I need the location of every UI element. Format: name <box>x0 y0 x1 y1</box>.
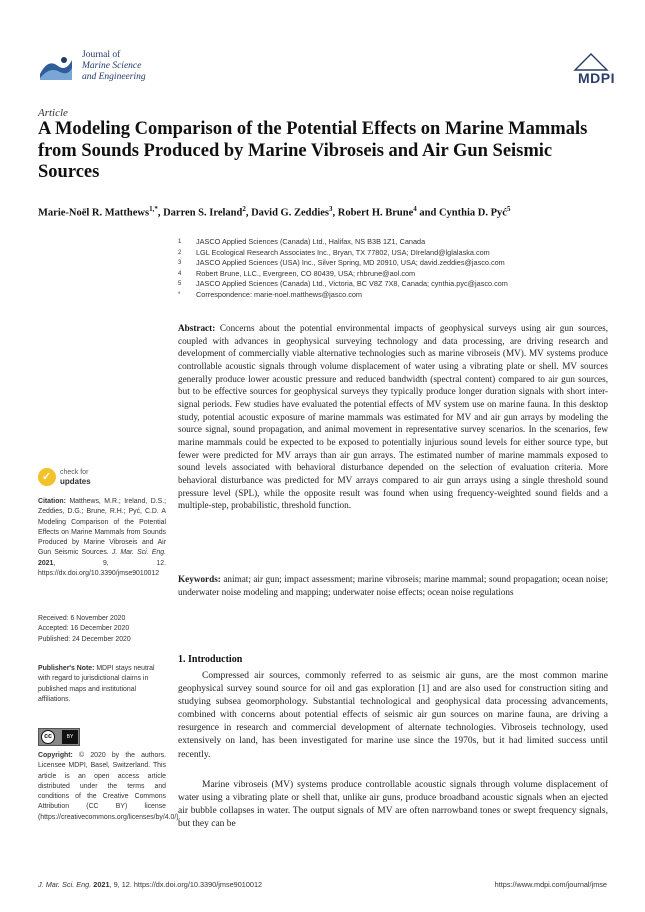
author-separator: , <box>157 207 164 219</box>
mdpi-logo-text: MDPI <box>578 70 615 86</box>
author-separator: , <box>245 207 252 219</box>
copyright-text: © 2020 by the authors. Licensee MDPI, Basel, Switzerland. This article is an open access article distributed under the terms and conditions of the Creative Commons Attribution (CC BY) license (https://creativecommons.org/licenses/by/4.0/). <box>38 752 181 821</box>
body-paragraph: Compressed air sources, commonly referred to as seismic air guns, are the most common marine geophysical survey sound source for oil and gas exploration [1] and are also used for construction siting and studying subsea geomorphology. Substantial technological and geophysical data processing advancements, combined with concerns about potential effects of seismic air gun sources on marine fauna, are driving a resurgence in research and commercial development of alternate technologies. Vibroseis technology, used extensively on land, has been investigated for marine use since the 1970s, but it had limited success until recently. <box>178 671 608 760</box>
correspondence-text[interactable]: Correspondence: marie-noel.matthews@jasco.com <box>196 289 362 299</box>
affiliation-number: 5 <box>178 281 182 288</box>
abstract <box>178 322 608 512</box>
journal-name-line3: and Engineering <box>82 72 146 82</box>
check-updates-line1: check for <box>60 469 89 476</box>
correspondence-row <box>178 290 618 301</box>
footer-journal: J. Mar. Sci. Eng. <box>38 880 92 889</box>
mdpi-logo[interactable] <box>559 52 615 86</box>
affiliation-row <box>178 258 618 269</box>
received-date: Received: 6 November 2020 <box>38 615 126 622</box>
keywords <box>178 573 608 598</box>
journal-logo[interactable] <box>38 46 238 90</box>
article-type: Article <box>38 107 68 119</box>
footer-journal-url[interactable]: https://www.mdpi.com/journal/jmse <box>494 880 607 889</box>
author-name[interactable]: Darren S. Ireland <box>163 207 243 219</box>
author-separator: , <box>332 207 338 219</box>
affiliation-row <box>178 269 618 280</box>
affiliation-number: 4 <box>178 270 182 277</box>
affiliation-row <box>178 279 618 290</box>
citation-year: 2021 <box>38 559 54 567</box>
check-updates-line2: updates <box>60 477 91 486</box>
journal-wave-icon <box>38 52 74 82</box>
section-heading: 1. Introduction <box>178 654 243 665</box>
author-name[interactable]: Robert H. Brune <box>337 207 414 219</box>
affiliation-number: 1 <box>178 239 182 245</box>
footer-doi[interactable]: , 9, 12. https://dx.doi.org/10.3390/jmse9010012 <box>109 880 263 889</box>
author-affil-sup: 5 <box>506 205 511 213</box>
cc-icon: cc <box>41 730 55 744</box>
citation-doi[interactable]: , 9, 12. https://dx.doi.org/10.3390/jmse9010012 <box>38 559 166 578</box>
author-affil-sup: 4 <box>413 205 417 213</box>
author-list <box>38 205 618 219</box>
footer-year: 2021 <box>93 880 110 889</box>
paper-title: A Modeling Comparison of the Potential Effects on Marine Mammals from Sounds Produced by Marine Vibroseis and Air Gun Seismic Sources <box>38 119 588 182</box>
publishers-note <box>38 664 166 705</box>
abstract-text: Concerns about the potential environmental impacts of geophysical surveys using air gun sources, coupled with advances in geophysical surveying technology and data processing, are driving research and development of commercially viable alternative technologies such as marine vibroseis (MV). MV systems produce controllable acoustic signals through volume displacement of water using a vibrating plate or shell. MV sources generally produce lower acoustic pressure and reduced bandwidth (spectral content) compared to air gun sources, but to be effective sources for geophysical surveys they typically produce longer duration signals with short inter-signal periods. Few studies have evaluated the potential effects of MV system use on marine fauna. In this desktop study, potential acoustic exposure of marine mammals was estimated for MV and air gun arrays by modeling the source signal, sound propagation, and animal movement in representative survey scenarios. In the scenarios, few marine mammals could be expected to be exposed to potentially injurious sound levels for either source type, but fewer were predicted for MV arrays than air gun arrays. The estimated number of marine mammals exposed to sound levels associated with behavioral disturbance depended on the selection of evaluation criteria. More behavioral disturbance was predicted for MV arrays compared to air gun arrays using a single threshold sound pressure level (SPL), while the opposite result was found when using frequency-weighted sound fields and a multiple-step, probabilistic, threshold function. <box>178 323 609 511</box>
body-paragraph: Marine vibroseis (MV) systems produce controllable acoustic signals through volume displacement of water using a vibrating plate or shell that, unlike air guns, produce broadband acoustic signals when an ejected air bubble collapses in water. The output signals of MV are often narrowband tones or swept frequency signals, but they can be <box>178 780 608 830</box>
abstract-label: Abstract: <box>178 323 216 333</box>
copyright-label: Copyright: <box>38 752 73 759</box>
affiliation-text: LGL Ecological Research Associates Inc., Bryan, TX 77802, USA; DIreland@lglalaska.com <box>196 247 490 257</box>
citation-block <box>38 497 166 579</box>
author-affil-sup: 2 <box>242 205 246 213</box>
footer-citation <box>38 880 262 889</box>
affiliation-text: Robert Brune, LLC., Evergreen, CO 80439, USA; rhbrune@aol.com <box>196 268 416 278</box>
journal-name-line2: Marine Science <box>82 61 142 71</box>
citation-journal: J. Mar. Sci. Eng. <box>111 549 166 557</box>
cc-license-badge[interactable] <box>38 728 80 746</box>
journal-name <box>82 50 146 83</box>
citation-text: Matthews, M.R.; Ireland, D.S.; Zeddies, D.G.; Brune, R.H.; Pyć, C.D. A Modeling Comparison of the Potential Effects on Marine Mammals from Sounds Produced by Marine Vibroseis and Air Gun Seismic Sources. <box>38 498 167 557</box>
publishers-note-text: MDPI stays neutral with regard to jurisdictional claims in published maps and institutional affiliations. <box>38 665 155 703</box>
affiliation-number: 3 <box>178 260 182 267</box>
affiliation-row <box>178 237 618 248</box>
accepted-date: Accepted: 16 December 2020 <box>38 625 130 633</box>
published-date: Published: 24 December 2020 <box>38 635 131 643</box>
affiliations <box>178 237 618 301</box>
cc-by-icon: BY <box>62 730 78 744</box>
affiliation-number: * <box>178 291 181 298</box>
keywords-text: animat; air gun; impact assessment; marine vibroseis; marine mammal; sound propagation; ocean noise; underwater noise modeling and mapping; underwater noise effects; ocean noise regulations <box>178 574 609 597</box>
check-updates-icon: ✓ <box>38 468 56 486</box>
mdpi-mark-icon <box>555 52 611 72</box>
author-affil-sup: 1,* <box>149 205 158 213</box>
author-affil-sup: 3 <box>328 205 333 213</box>
keywords-label: Keywords: <box>178 574 221 584</box>
affiliation-number: 2 <box>178 249 182 256</box>
affiliation-text: JASCO Applied Sciences (USA) Inc., Silver Spring, MD 20910, USA; david.zeddies@jasco.com <box>196 258 505 268</box>
author-name[interactable]: David G. Zeddies <box>251 207 329 219</box>
citation-label: Citation: <box>38 498 66 505</box>
check-for-updates-badge[interactable] <box>38 468 128 488</box>
affiliation-row <box>178 248 618 259</box>
publishers-note-label: Publisher's Note: <box>38 665 95 672</box>
copyright-block <box>38 751 181 823</box>
publication-dates <box>38 614 166 645</box>
affiliation-text: JASCO Applied Sciences (Canada) Ltd., Halifax, NS B3B 1Z1, Canada <box>196 237 426 246</box>
author-name[interactable]: Cynthia D. Pyć <box>438 207 507 219</box>
affiliation-text: JASCO Applied Sciences (Canada) Ltd., Victoria, BC V8Z 7X8, Canada; cynthia.pyc@jasco.com <box>196 279 508 289</box>
author-separator: and <box>416 207 439 219</box>
journal-name-line1: Journal of <box>82 50 121 60</box>
author-name[interactable]: Marie-Noël R. Matthews <box>38 207 150 219</box>
